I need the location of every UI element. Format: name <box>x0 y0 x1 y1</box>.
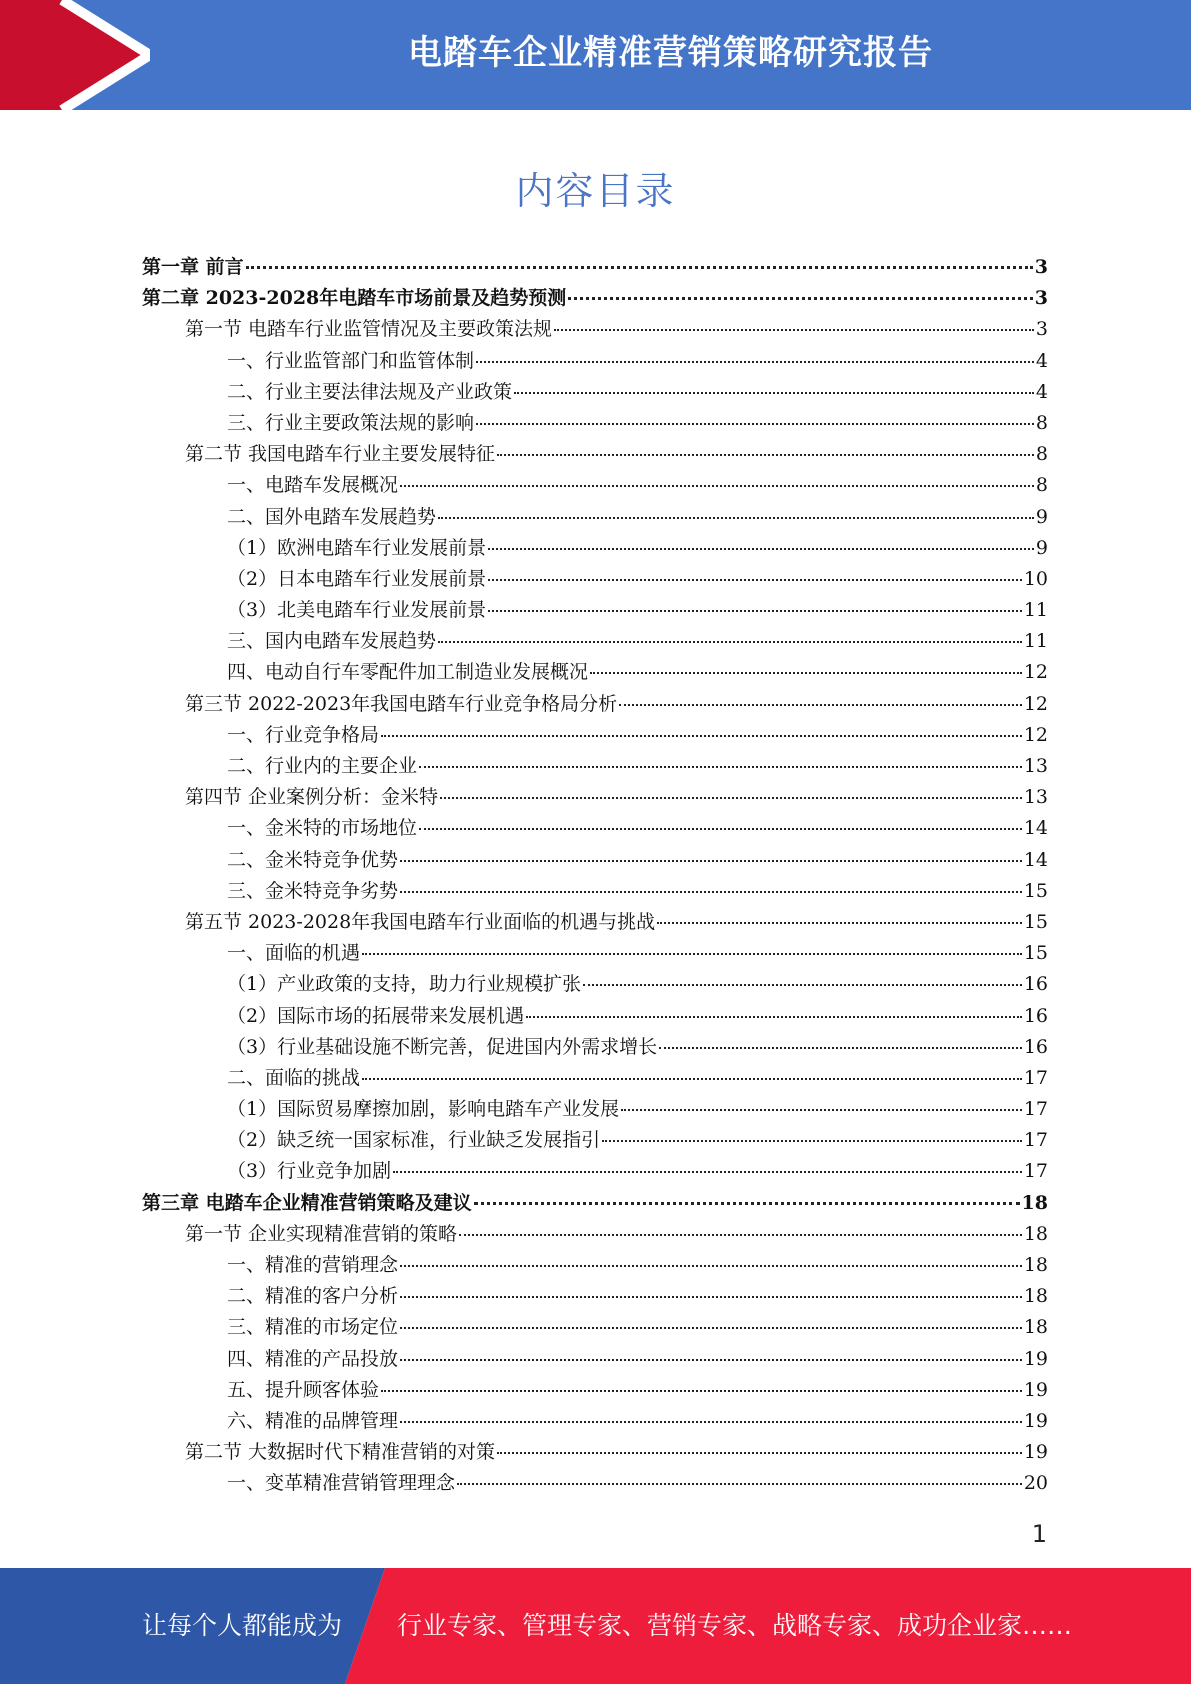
toc-entry-page[interactable]: 17 <box>1023 1098 1048 1121</box>
toc-entry-page[interactable]: 9 <box>1035 536 1048 559</box>
toc-dot-leader <box>400 1264 1022 1267</box>
toc-entry-label[interactable]: 第二节 我国电踏车行业主要发展特征 <box>185 443 496 466</box>
toc-entry-page[interactable]: 14 <box>1023 817 1048 840</box>
toc-dot-leader <box>590 671 1022 674</box>
toc-entry[interactable] <box>227 1094 1048 1125</box>
toc-entry-page[interactable]: 12 <box>1023 692 1048 715</box>
toc-dot-leader <box>362 952 1022 955</box>
toc-entry[interactable] <box>227 1250 1048 1281</box>
toc-entry-page[interactable]: 17 <box>1023 1066 1048 1089</box>
toc-dot-leader <box>488 578 1022 581</box>
toc-dot-leader <box>400 890 1022 893</box>
toc-entry-label[interactable]: 第三节 2022-2023年我国电踏车行业竞争格局分析 <box>185 692 618 715</box>
toc-entry-label[interactable]: 三、精准的市场定位 <box>227 1316 399 1339</box>
toc-entry[interactable] <box>227 1156 1048 1187</box>
toc-entry[interactable] <box>227 1312 1048 1343</box>
toc-entry[interactable] <box>227 533 1048 564</box>
toc-entry-label[interactable]: 第四节 企业案例分析：金米特 <box>185 786 439 809</box>
toc-entry-label[interactable]: 二、行业主要法律法规及产业政策 <box>227 380 513 403</box>
toc-entry-page[interactable]: 16 <box>1023 1004 1048 1027</box>
toc-entry[interactable] <box>227 595 1048 626</box>
toc-entry[interactable] <box>185 314 1048 345</box>
toc-dot-leader <box>602 1139 1022 1142</box>
toc-entry-label[interactable]: 第一章 前言 <box>142 256 244 278</box>
toc-dot-leader <box>583 983 1022 986</box>
toc-dot-leader <box>619 703 1022 706</box>
toc-dot-leader <box>438 516 1034 519</box>
toc-entry[interactable] <box>227 876 1048 907</box>
toc-entry[interactable] <box>142 1188 1048 1219</box>
toc-entry[interactable] <box>185 1437 1048 1468</box>
toc-entry[interactable] <box>227 408 1048 439</box>
toc-entry-page[interactable]: 15 <box>1023 942 1048 965</box>
toc-entry[interactable] <box>227 564 1048 595</box>
toc-entry-label[interactable]: 一、变革精准营销管理理念 <box>227 1472 456 1495</box>
toc-entry-label[interactable]: 二、金米特竞争优势 <box>227 848 399 871</box>
toc-entry-label[interactable]: （2）日本电踏车行业发展前景 <box>227 567 487 590</box>
toc-dot-leader <box>568 296 1033 300</box>
toc-dot-leader <box>476 422 1034 425</box>
toc-entry-label[interactable]: 三、国内电踏车发展趋势 <box>227 630 437 653</box>
toc-entry-label[interactable]: 二、精准的客户分析 <box>227 1285 399 1308</box>
footer-slogan-right: 行业专家、管理专家、营销专家、战略专家、成功企业家…… <box>397 1611 1073 1640</box>
toc-entry-label[interactable]: 四、精准的产品投放 <box>227 1347 399 1370</box>
toc-entry[interactable] <box>227 1375 1048 1406</box>
toc-dot-leader <box>488 547 1034 550</box>
toc-entry-page[interactable]: 4 <box>1035 380 1048 403</box>
toc-dot-leader <box>393 1170 1022 1173</box>
toc-list <box>0 252 1191 1500</box>
toc-entry-label[interactable]: 第二节 大数据时代下精准营销的对策 <box>185 1441 496 1464</box>
toc-entry-page[interactable]: 13 <box>1023 755 1048 777</box>
toc-entry-page[interactable]: 18 <box>1023 1222 1048 1245</box>
toc-entry-page[interactable]: 13 <box>1023 786 1048 809</box>
toc-entry-page[interactable]: 19 <box>1023 1378 1048 1401</box>
toc-dot-leader <box>488 609 1022 612</box>
toc-entry[interactable] <box>227 470 1048 501</box>
toc-entry-label[interactable]: （3）行业竞争加剧 <box>227 1160 392 1183</box>
toc-entry[interactable] <box>227 1281 1048 1312</box>
toc-dot-leader <box>526 1015 1022 1018</box>
toc-entry-page[interactable]: 18 <box>1023 1254 1048 1276</box>
toc-entry-page[interactable]: 12 <box>1023 661 1048 684</box>
toc-entry[interactable] <box>227 969 1048 1000</box>
toc-entry[interactable] <box>142 252 1048 283</box>
toc-dot-leader <box>440 796 1022 799</box>
toc-entry-page[interactable]: 10 <box>1023 567 1048 590</box>
toc-entry[interactable] <box>185 782 1048 813</box>
toc-entry-label[interactable]: （2）国际市场的拓展带来发展机遇 <box>227 1004 525 1027</box>
header-arrow-decoration <box>0 0 150 110</box>
toc-entry[interactable] <box>227 938 1048 969</box>
toc-entry-label[interactable]: 第一节 电踏车行业监管情况及主要政策法规 <box>185 318 553 341</box>
toc-entry-page[interactable]: 16 <box>1023 973 1048 996</box>
toc-entry-label[interactable]: （2）缺乏统一国家标准，行业缺乏发展指引 <box>227 1129 601 1152</box>
toc-entry[interactable] <box>227 1063 1048 1094</box>
toc-entry[interactable] <box>227 1001 1048 1032</box>
toc-dot-leader <box>474 1201 1020 1205</box>
toc-entry-page[interactable]: 14 <box>1023 848 1048 871</box>
toc-entry[interactable] <box>227 377 1048 408</box>
toc-entry-page[interactable]: 19 <box>1023 1409 1048 1432</box>
toc-entry-page[interactable]: 9 <box>1035 505 1048 528</box>
toc-dot-leader <box>657 921 1022 924</box>
toc-entry-page[interactable]: 19 <box>1023 1347 1048 1370</box>
toc-entry[interactable] <box>227 1406 1048 1437</box>
toc-entry[interactable] <box>227 1468 1048 1499</box>
toc-entry-page[interactable]: 3 <box>1035 318 1048 341</box>
toc-entry-page[interactable]: 8 <box>1035 443 1048 466</box>
toc-entry-page[interactable]: 20 <box>1023 1472 1048 1495</box>
header-banner <box>0 0 1191 110</box>
toc-dot-leader <box>554 328 1034 331</box>
toc-entry-page[interactable]: 18 <box>1021 1191 1048 1214</box>
toc-dot-leader <box>497 1451 1022 1454</box>
toc-entry-label[interactable]: 四、电动自行车零配件加工制造业发展概况 <box>227 661 589 684</box>
toc-entry-page[interactable]: 8 <box>1035 474 1048 497</box>
toc-entry-label[interactable]: 二、国外电踏车发展趋势 <box>227 505 437 528</box>
toc-dot-leader <box>381 734 1022 737</box>
toc-dot-leader <box>419 827 1022 830</box>
toc-dot-leader <box>246 265 1033 269</box>
toc-dot-leader <box>400 1326 1022 1329</box>
toc-entry-page[interactable]: 18 <box>1023 1316 1048 1339</box>
toc-dot-leader <box>476 360 1034 363</box>
toc-entry-page[interactable]: 19 <box>1023 1441 1048 1464</box>
toc-entry-label[interactable]: 第五节 2023-2028年我国电踏车行业面临的机遇与挑战 <box>185 910 656 933</box>
toc-dot-leader <box>621 1108 1022 1111</box>
toc-dot-leader <box>400 1358 1022 1361</box>
toc-entry-page[interactable]: 18 <box>1023 1285 1048 1308</box>
toc-dot-leader <box>497 453 1034 456</box>
footer-banner <box>0 1568 1191 1684</box>
toc-entry-label[interactable]: 第二章 2023-2028年电踏车市场前景及趋势预测 <box>142 287 567 310</box>
toc-entry-label[interactable]: 二、面临的挑战 <box>227 1066 361 1089</box>
toc-entry-page[interactable]: 4 <box>1035 349 1048 372</box>
toc-entry[interactable] <box>227 657 1048 688</box>
toc-entry-label[interactable]: （3）北美电踏车行业发展前景 <box>227 599 487 622</box>
toc-dot-leader <box>400 1295 1022 1298</box>
toc-entry[interactable] <box>142 283 1048 314</box>
toc-entry-page[interactable]: 17 <box>1023 1160 1048 1183</box>
toc-heading: 内容目录 <box>515 169 676 213</box>
toc-entry-page[interactable]: 12 <box>1023 723 1048 746</box>
toc-entry-page[interactable]: 15 <box>1023 910 1048 933</box>
toc-entry-label[interactable]: （3）行业基础设施不断完善，促进国内外需求增长 <box>227 1035 658 1058</box>
toc-entry-page[interactable]: 15 <box>1023 879 1048 902</box>
toc-entry[interactable] <box>185 1219 1048 1250</box>
toc-entry-label[interactable]: 第三章 电踏车企业精准营销策略及建议 <box>142 1191 472 1214</box>
toc-dot-leader <box>419 765 1022 768</box>
toc-entry-page[interactable]: 3 <box>1034 287 1048 310</box>
toc-entry-label[interactable]: 三、金米特竞争劣势 <box>227 879 399 902</box>
toc-entry-page[interactable]: 11 <box>1023 630 1048 653</box>
toc-entry[interactable] <box>227 626 1048 657</box>
toc-entry-page[interactable]: 16 <box>1023 1035 1048 1058</box>
toc-entry-label[interactable]: 三、行业主要政策法规的影响 <box>227 411 475 434</box>
toc-entry-label[interactable]: 第一节 企业实现精准营销的策略 <box>185 1222 458 1245</box>
toc-entry[interactable] <box>227 1125 1048 1156</box>
toc-entry-page[interactable]: 3 <box>1034 256 1048 278</box>
footer-slogan-left: 让每个人都能成为 <box>142 1611 343 1640</box>
toc-entry-label[interactable]: 一、行业竞争格局 <box>227 723 380 746</box>
toc-dot-leader <box>457 1482 1022 1485</box>
toc-entry[interactable] <box>227 502 1048 533</box>
toc-entry-label[interactable]: 一、面临的机遇 <box>227 942 361 965</box>
report-title: 电踏车企业精准营销策略研究报告 <box>408 33 933 73</box>
toc-entry-page[interactable]: 8 <box>1035 411 1048 434</box>
toc-entry-label[interactable]: （1）国际贸易摩擦加剧，影响电踏车产业发展 <box>227 1098 620 1121</box>
toc-entry-label[interactable]: 六、精准的品牌管理 <box>227 1409 399 1432</box>
toc-entry-page[interactable]: 11 <box>1023 599 1048 622</box>
toc-entry-label[interactable]: 一、精准的营销理念 <box>227 1254 399 1276</box>
toc-entry-label[interactable]: （1）欧洲电踏车行业发展前景 <box>227 536 487 559</box>
toc-entry-label[interactable]: 二、行业内的主要企业 <box>227 755 418 777</box>
toc-entry-label[interactable]: 五、提升顾客体验 <box>227 1378 380 1401</box>
toc-entry[interactable] <box>227 346 1048 377</box>
toc-dot-leader <box>400 1420 1022 1423</box>
toc-dot-leader <box>514 391 1034 394</box>
toc-entry-label[interactable]: 一、电踏车发展概况 <box>227 474 399 497</box>
page-number: 1 <box>1031 1520 1047 1548</box>
toc-entry-label[interactable]: （1）产业政策的支持，助力行业规模扩张 <box>227 973 582 996</box>
toc-entry[interactable] <box>227 813 1048 844</box>
toc-entry-label[interactable]: 一、金米特的市场地位 <box>227 817 418 840</box>
toc-entry[interactable] <box>227 845 1048 876</box>
toc-entry[interactable] <box>227 751 1048 782</box>
toc-dot-leader <box>438 640 1022 643</box>
toc-dot-leader <box>400 484 1034 487</box>
toc-entry[interactable] <box>227 1032 1048 1063</box>
toc-dot-leader <box>659 1046 1022 1049</box>
toc-entry-label[interactable]: 一、行业监管部门和监管体制 <box>227 349 475 372</box>
toc-entry[interactable] <box>185 689 1048 720</box>
toc-entry[interactable] <box>227 1344 1048 1375</box>
toc-entry-page[interactable]: 17 <box>1023 1129 1048 1152</box>
toc-dot-leader <box>381 1389 1022 1392</box>
toc-entry[interactable] <box>185 907 1048 938</box>
toc-entry[interactable] <box>227 720 1048 751</box>
toc-entry[interactable] <box>185 439 1048 470</box>
toc-dot-leader <box>362 1077 1022 1080</box>
toc-dot-leader <box>459 1233 1022 1236</box>
toc-dot-leader <box>400 859 1022 862</box>
